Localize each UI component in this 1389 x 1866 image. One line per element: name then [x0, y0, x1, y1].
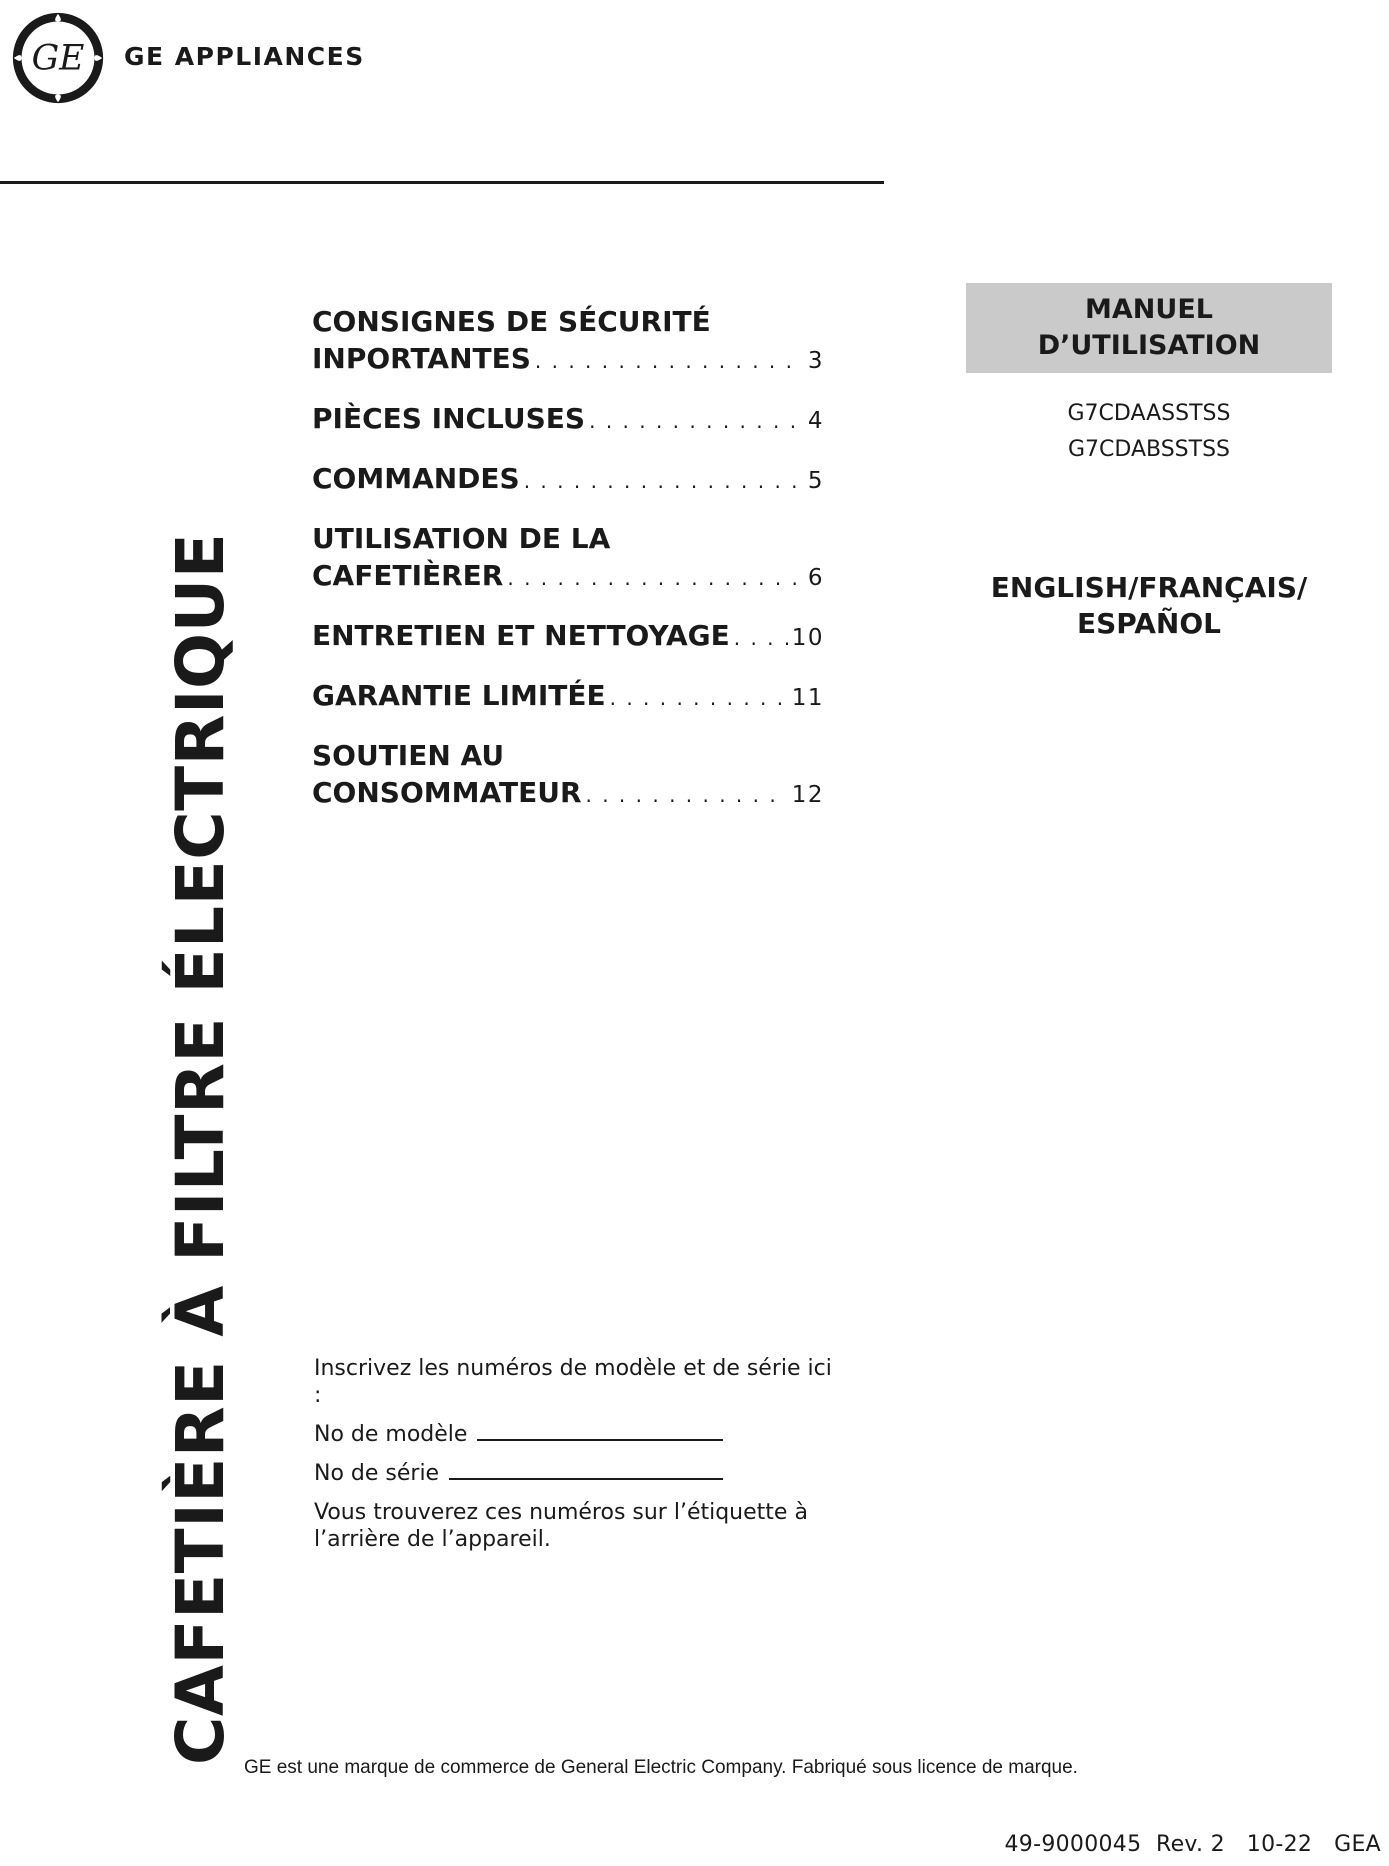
manual-label-box [966, 283, 1332, 373]
serial-number-blank [449, 1478, 723, 1480]
toc-entry-line [312, 619, 824, 656]
toc-leader-dots [586, 783, 788, 807]
toc-leader-dots [507, 566, 803, 590]
toc-entry-title: ENTRETIEN ET NETTOYAGE [312, 619, 730, 652]
toc-entry [312, 402, 824, 439]
model-number: G7CDABSSTSS [1067, 437, 1230, 462]
product-title: CAFETIÈRE À FILTRE ÉLECTRIQUE [162, 532, 239, 1765]
trademark-notice: GE est une marque de commerce de General Electric Company. Fabriqué sous licence de marque. [244, 1757, 1078, 1778]
toc-leader-dots [734, 626, 788, 650]
toc-entry-line [312, 559, 824, 596]
toc-page-number: 12 [791, 782, 824, 808]
toc-entry-title: CONSOMMATEUR [312, 776, 582, 809]
toc-page-number: 4 [807, 408, 824, 434]
record-note: Vous trouverez ces numéros sur l’étiquette à l’arrière de l’appareil. [314, 1500, 808, 1552]
languages [966, 570, 1332, 642]
toc-entry-line [312, 402, 824, 439]
model-number-blank [477, 1439, 723, 1441]
ge-logo [10, 10, 106, 106]
toc-entry [312, 739, 824, 813]
header-divider [0, 181, 884, 184]
record-numbers-section [314, 1355, 874, 1553]
toc-leader-dots [589, 409, 804, 433]
toc-leader-dots [524, 469, 804, 493]
toc-entry [312, 462, 824, 499]
document-number: 49-9000045 Rev. 2 10-22 GEA [1004, 1832, 1381, 1857]
brand-name: GE APPLIANCES [124, 42, 365, 71]
toc-page-number: 6 [807, 565, 824, 591]
toc-entry-line [312, 679, 824, 716]
toc-page-number: 5 [807, 468, 824, 494]
model-number: G7CDAASSTSS [1067, 401, 1231, 426]
toc-page-number: 10 [791, 625, 824, 651]
table-of-contents [312, 305, 824, 836]
logo-monogram: GE [31, 38, 85, 79]
toc-entry-title: GARANTIE LIMITÉE [312, 679, 606, 712]
toc-page-number: 3 [807, 348, 824, 374]
toc-entry-title: INPORTANTES [312, 342, 531, 375]
toc-entry-title: UTILISATION DE LA [312, 522, 611, 555]
toc-entry-line [312, 342, 824, 379]
model-number-label: No de modèle [314, 1422, 468, 1447]
serial-number-label: No de série [314, 1461, 440, 1486]
model-numbers [966, 396, 1332, 468]
toc-entry-title: CONSIGNES DE SÉCURITÉ [312, 305, 711, 338]
manual-label-line2: D’UTILISATION [1037, 330, 1261, 361]
toc-entry-title: CAFETIÈRER [312, 559, 504, 592]
languages-line2: ESPAÑOL [1077, 607, 1221, 640]
toc-entry [312, 679, 824, 716]
toc-entry [312, 522, 824, 596]
toc-entry-line [312, 305, 824, 342]
toc-entry-line [312, 522, 824, 559]
languages-line1: ENGLISH/FRANÇAIS/ [990, 571, 1308, 604]
toc-leader-dots [610, 686, 788, 710]
toc-entry-title: COMMANDES [312, 462, 520, 495]
record-intro: Inscrivez les numéros de modèle et de série ici : [314, 1356, 832, 1408]
toc-entry-line [312, 462, 824, 499]
toc-leader-dots [535, 349, 804, 373]
toc-entry [312, 305, 824, 379]
toc-entry-line [312, 739, 824, 776]
manual-label-line1: MANUEL [1085, 294, 1213, 325]
toc-entry-title: SOUTIEN AU [312, 739, 505, 772]
toc-page-number: 11 [791, 685, 824, 711]
toc-entry [312, 619, 824, 656]
toc-entry-line [312, 776, 824, 813]
toc-entry-title: PIÈCES INCLUSES [312, 402, 586, 435]
